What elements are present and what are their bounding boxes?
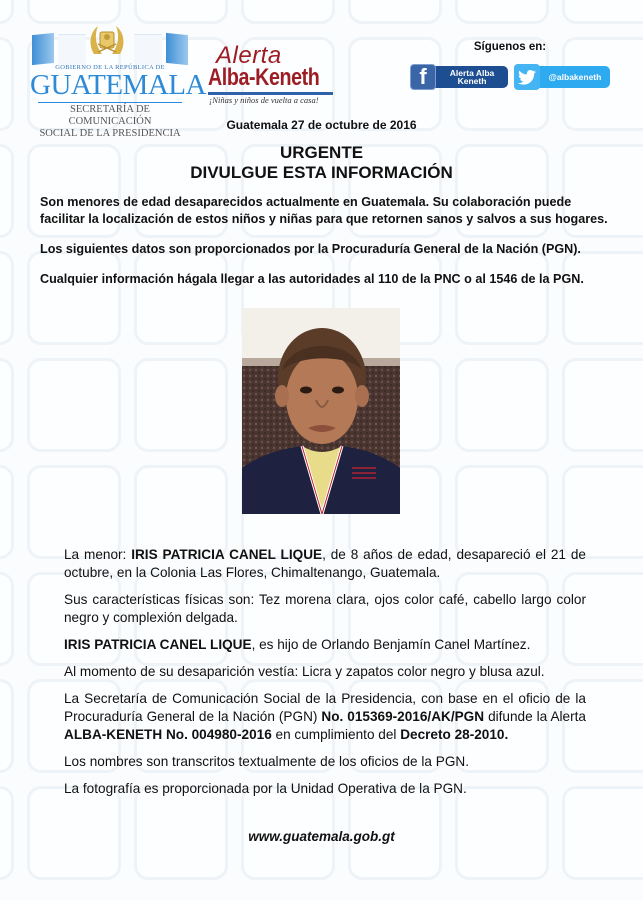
details-paragraph-2: Sus características físicas son: Tez morena clara, ojos color café, cabello largo color negro y complexión delgada. bbox=[64, 592, 586, 625]
background-tile bbox=[27, 0, 121, 24]
background-tile bbox=[562, 0, 643, 24]
background-tile bbox=[455, 358, 549, 452]
twitter-button[interactable] bbox=[516, 66, 610, 88]
background-tile bbox=[348, 0, 442, 24]
secretaria-line-1: SECRETARÍA DE COMUNICACIÓN bbox=[68, 104, 152, 127]
facebook-icon: f bbox=[410, 64, 436, 90]
facebook-label-line-1: Alerta Alba bbox=[449, 67, 495, 78]
intro-paragraph: Los siguientes datos son proporcionados por la Procuraduría General de la Nación (PGN). bbox=[40, 242, 581, 256]
twitter-icon bbox=[514, 64, 540, 90]
twitter-label: @albakeneth bbox=[548, 71, 602, 82]
urgent-heading bbox=[0, 143, 643, 183]
flag-stripe-right-icon bbox=[166, 33, 188, 65]
background-tile bbox=[562, 358, 643, 452]
alert-number: ALBA-KENETH No. 004980-2016 bbox=[64, 727, 272, 742]
missing-child-photo bbox=[242, 308, 400, 514]
background-tile bbox=[241, 0, 335, 24]
background-tile bbox=[27, 358, 121, 452]
heading-line-1: URGENTE bbox=[279, 143, 364, 162]
alerta-wordmark: Alerta bbox=[216, 42, 282, 69]
background-tile bbox=[134, 0, 228, 24]
intro-paragraph: Son menores de edad desaparecidos actualmente en Guatemala. Su colaboración puede facilitar la localización de estos niños y niñas para que retornen sanos y salvos a sus hogares. bbox=[40, 195, 608, 226]
details-paragraph-1 bbox=[64, 546, 586, 582]
flag-stripe-left-icon bbox=[32, 33, 54, 65]
background-tile bbox=[0, 465, 14, 559]
background-tile bbox=[134, 358, 228, 452]
details-section bbox=[64, 546, 586, 807]
details-paragraph-4: Al momento de su desaparición vestía: Licra y zapatos color negro y blusa azul. bbox=[64, 664, 545, 679]
flag-stripe-white-icon bbox=[58, 34, 86, 65]
flag-stripe-white-icon bbox=[134, 34, 162, 65]
alba-keneth-logo bbox=[206, 42, 336, 110]
text-run: difunde la Alerta bbox=[484, 709, 586, 724]
child-name: IRIS PATRICIA CANEL LIQUE bbox=[64, 637, 252, 652]
text-run: , es hijo de Orlando Benjamín Canel Martínez. bbox=[251, 637, 531, 652]
gobierno-text: GOBIERNO DE LA REPÚBLICA DE bbox=[55, 64, 165, 71]
child-name: IRIS PATRICIA CANEL LIQUE bbox=[131, 547, 323, 562]
intro-section bbox=[40, 194, 610, 301]
background-tile bbox=[562, 465, 643, 559]
date-line: Guatemala 27 de octubre de 2016 bbox=[226, 118, 417, 132]
background-tile bbox=[134, 465, 228, 559]
details-paragraph-7: La fotografía es proporcionada por la Unidad Operativa de la PGN. bbox=[64, 781, 467, 796]
background-tile bbox=[0, 572, 14, 666]
background-tile bbox=[0, 0, 14, 24]
text-run: , de 8 años de edad, desapareció el 21 de octubre, en la Colonia Las Flores, Chimaltenango, Guatemala. bbox=[64, 547, 586, 580]
facebook-label-line-2: Keneth bbox=[457, 76, 487, 86]
background-tile bbox=[455, 0, 549, 24]
background-tile bbox=[455, 465, 549, 559]
details-paragraph-3 bbox=[64, 636, 586, 654]
intro-paragraph: Cualquier información hágala llegar a las autoridades al 110 de la PNC o al 1546 de la PGN. bbox=[40, 272, 584, 286]
details-paragraph-5 bbox=[64, 690, 586, 744]
background-tile bbox=[0, 679, 14, 773]
guatemala-wordmark: GUATEMALA bbox=[30, 69, 206, 101]
text-run: La menor: bbox=[64, 547, 132, 562]
follow-us-label: Síguenos en: bbox=[473, 41, 547, 53]
pgn-oficio-number: No. 015369-2016/AK/PGN bbox=[321, 709, 485, 724]
background-tile bbox=[0, 358, 14, 452]
facebook-label bbox=[436, 69, 508, 86]
coat-of-arms-icon bbox=[88, 24, 126, 60]
background-tile bbox=[27, 465, 121, 559]
details-paragraph-6: Los nombres son transcritos textualmente de los oficios de la PGN. bbox=[64, 754, 469, 769]
logo-divider bbox=[38, 102, 182, 103]
background-tile bbox=[0, 37, 14, 131]
background-tile bbox=[0, 251, 14, 345]
text-run: La Secretaría de Comunicación Social de la Presidencia, con base en el oficio de la Procuraduría General de la Nación (PGN) bbox=[64, 691, 586, 724]
facebook-button[interactable] bbox=[412, 66, 508, 88]
decree-number: Decreto 28-2010. bbox=[400, 727, 509, 742]
alba-keneth-wordmark: Alba-Keneth bbox=[208, 64, 320, 91]
secretaria-line-2: SOCIAL DE LA PRESIDENCIA bbox=[39, 128, 181, 139]
guatemala-government-logo bbox=[30, 22, 206, 139]
heading-line-2: DIVULGUE ESTA INFORMACIÓN bbox=[190, 163, 453, 182]
website-link[interactable]: www.guatemala.gob.gt bbox=[248, 829, 395, 844]
slogan-text: ¡Niñas y niños de vuelta a casa! bbox=[209, 95, 319, 105]
text-run: en cumplimiento del bbox=[271, 727, 401, 742]
